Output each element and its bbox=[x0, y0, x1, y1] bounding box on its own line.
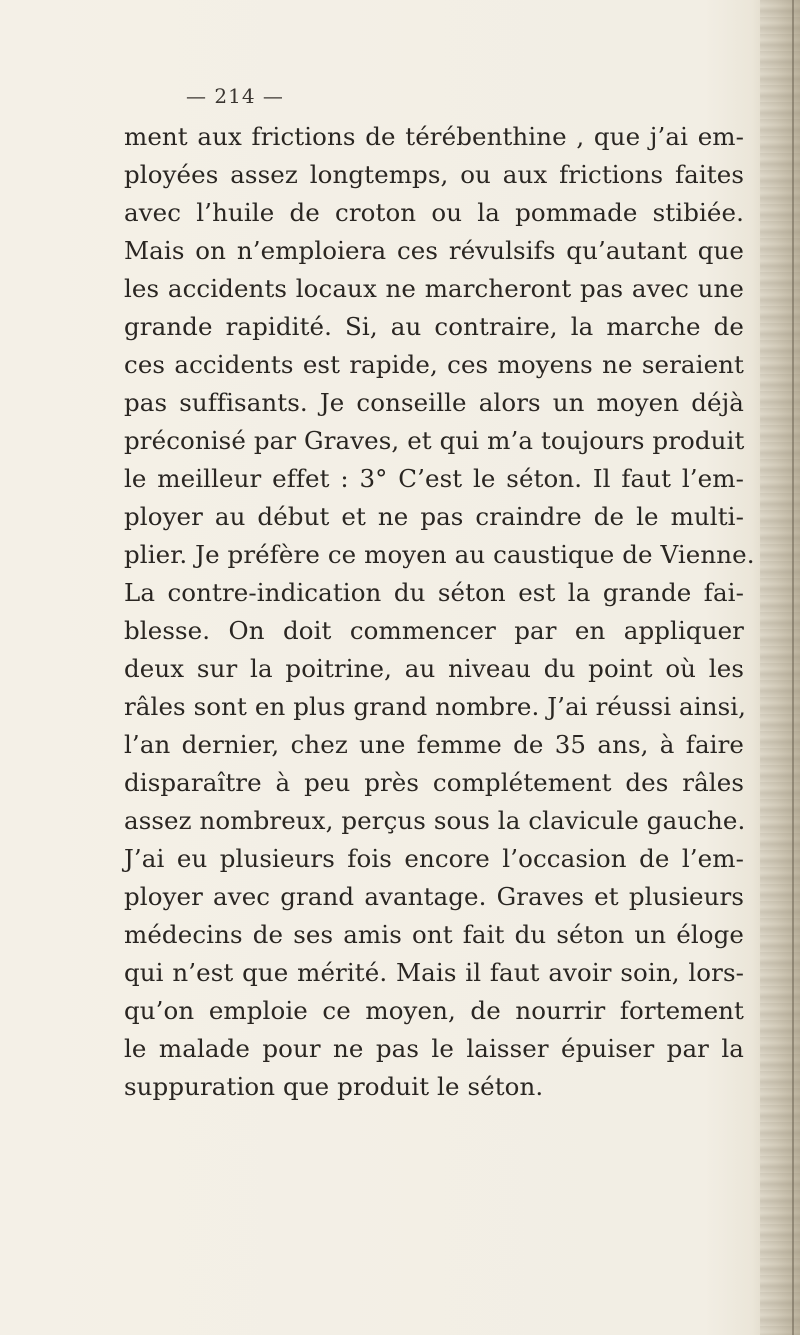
text-line: le malade pour ne pas le laisser épuiser par la bbox=[124, 1034, 744, 1063]
text-line-last: suppuration que produit le séton. bbox=[124, 1072, 544, 1101]
text-line: ment aux frictions de térébenthine , que j’ai em- bbox=[124, 122, 744, 151]
page-binding-edge bbox=[792, 0, 794, 1335]
text-line: ployer avec grand avantage. Graves et plusieurs bbox=[124, 882, 744, 911]
text-line: La contre-indication du séton est la grande fai- bbox=[124, 578, 744, 607]
text-line: qu’on emploie ce moyen, de nourrir fortement bbox=[124, 996, 744, 1025]
text-line: préconisé par Graves, et qui m’a toujours produit bbox=[124, 426, 745, 455]
text-line: râles sont en plus grand nombre. J’ai réussi ainsi, bbox=[124, 692, 747, 721]
text-line: ployer au début et ne pas craindre de le multi- bbox=[124, 502, 744, 531]
text-line: assez nombreux, perçus sous la clavicule gauche. bbox=[124, 806, 746, 835]
text-line: le meilleur effet : 3° C’est le séton. Il faut l’em- bbox=[124, 464, 744, 493]
text-line: plier. Je préfère ce moyen au caustique de Vienne. bbox=[124, 540, 755, 569]
page-number: — 214 — bbox=[186, 84, 284, 108]
text-line: disparaître à peu près complétement des râles bbox=[124, 768, 744, 797]
text-line: avec l’huile de croton ou la pommade stibiée. bbox=[124, 198, 744, 227]
text-line: ployées assez longtemps, ou aux frictions faites bbox=[124, 160, 744, 189]
text-line: blesse. On doit commencer par en appliquer bbox=[124, 616, 744, 645]
body-paragraph bbox=[124, 118, 755, 1106]
text-line: grande rapidité. Si, au contraire, la marche de bbox=[124, 312, 744, 341]
text-line: médecins de ses amis ont fait du séton un éloge bbox=[124, 920, 744, 949]
text-line: les accidents locaux ne marcheront pas avec une bbox=[124, 274, 744, 303]
text-line: deux sur la poitrine, au niveau du point où les bbox=[124, 654, 744, 683]
text-line: pas suffisants. Je conseille alors un moyen déjà bbox=[124, 388, 744, 417]
text-line: Mais on n’emploiera ces révulsifs qu’autant que bbox=[124, 236, 744, 265]
text-line: qui n’est que mérité. Mais il faut avoir soin, lors- bbox=[124, 958, 744, 987]
text-line: J’ai eu plusieurs fois encore l’occasion de l’em- bbox=[124, 844, 744, 873]
text-line: ces accidents est rapide, ces moyens ne seraient bbox=[124, 350, 744, 379]
page-gutter-shadow bbox=[760, 0, 800, 1335]
text-line: l’an dernier, chez une femme de 35 ans, à faire bbox=[124, 730, 744, 759]
